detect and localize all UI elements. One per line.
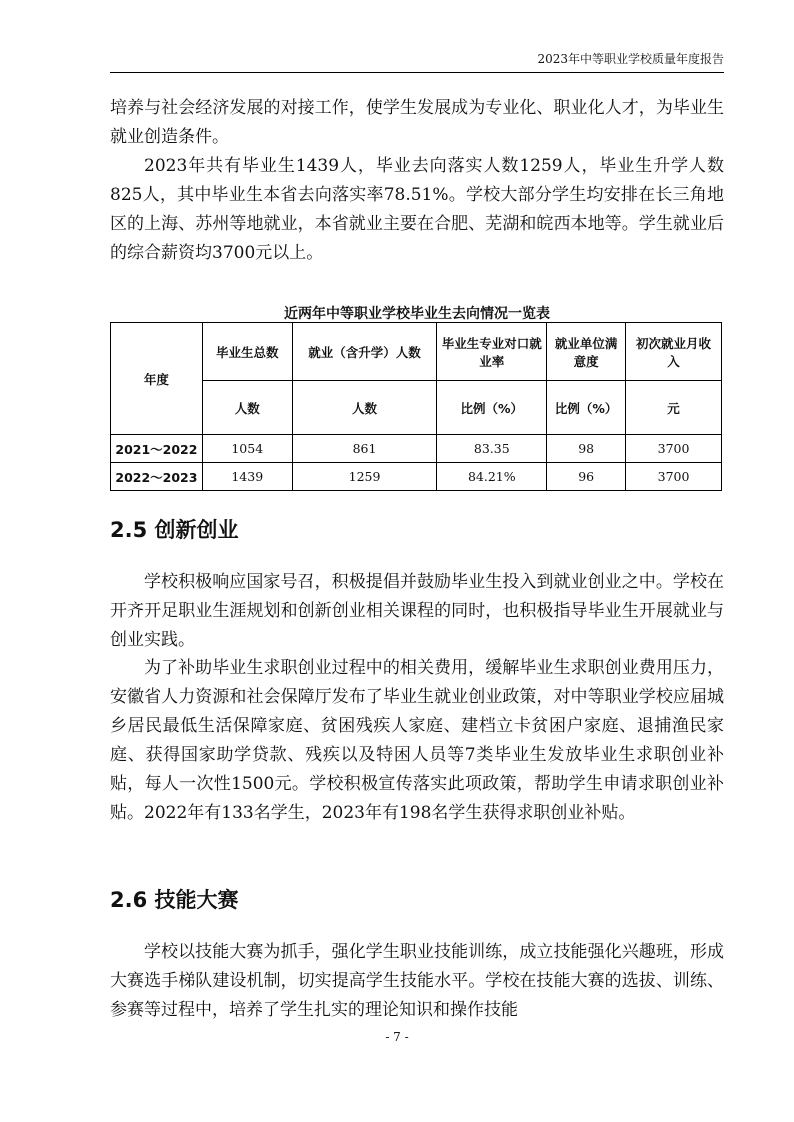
- table-header-row: [111, 323, 722, 381]
- header-monthly-income: 初次就业月收入: [626, 323, 722, 381]
- row-year: 2021～2022: [111, 435, 203, 463]
- section-heading-innovation: 2.5 创新创业: [110, 518, 239, 542]
- paragraph-skills: 学校以技能大赛为抓手，强化学生职业技能训练，成立技能强化兴趣班，形成大赛选手梯队建设机制，切实提高学生技能水平。学校在技能大赛的选拔、训练、参赛等过程中，培养了学生扎实的理论知识和操作技能: [110, 942, 724, 1020]
- table-cell: 3700: [626, 435, 722, 463]
- page-header: 2023年中等职业学校质量年度报告: [537, 52, 724, 66]
- paragraph-intro-continued: 培养与社会经济发展的对接工作，使学生发展成为专业化、职业化人才，为毕业生就业创造条件。: [110, 98, 724, 147]
- unit-cell: 比例（%）: [547, 381, 626, 435]
- table-title: 近两年中等职业学校毕业生去向情况一览表: [284, 306, 550, 322]
- section-heading-skills: 2.6 技能大赛: [110, 888, 239, 912]
- table-cell: 83.35: [437, 435, 547, 463]
- unit-cell: 元: [626, 381, 722, 435]
- unit-cell: 人数: [292, 381, 437, 435]
- header-match-rate: 毕业生专业对口就业率: [437, 323, 547, 381]
- row-year: 2022～2023: [111, 463, 203, 491]
- table-row: [111, 435, 722, 463]
- table-cell: 1259: [292, 463, 437, 491]
- table-row: [111, 463, 722, 491]
- unit-cell: 人数: [202, 381, 292, 435]
- table-units-row: [111, 381, 722, 435]
- paragraph-innovation-2: 为了补助毕业生求职创业过程中的相关费用，缓解毕业生求职创业费用压力，安徽省人力资源和社会保障厅发布了毕业生就业创业政策，对中等职业学校应届城乡居民最低生活保障家庭、贫困残疾人家庭、建档立卡贫困户家庭、退捕渔民家庭、获得国家助学贷款、残疾以及特困人员等7类毕业生发放毕业生求职创业补贴，每人一次性1500元。学校积极宣传落实此项政策，帮助学生申请求职创业补贴。2022年有133名学生，2023年有198名学生获得求职创业补贴。: [110, 658, 724, 823]
- paragraph-graduates-2023: 2023年共有毕业生1439人，毕业去向落实人数1259人，毕业生升学人数825人，其中毕业生本省去向落实率78.51%。学校大部分学生均安排在长三角地区的上海、苏州等地就业，本省就业主要在合肥、芜湖和皖西本地等。学生就业后的综合薪资均3700元以上。: [110, 156, 724, 263]
- table-cell: 1054: [202, 435, 292, 463]
- header-year: 年度: [111, 323, 203, 435]
- header-total-graduates: 毕业生总数: [202, 323, 292, 381]
- table-cell: 98: [547, 435, 626, 463]
- header-satisfaction: 就业单位满意度: [547, 323, 626, 381]
- header-employed: 就业（含升学）人数: [292, 323, 437, 381]
- unit-cell: 比例（%）: [437, 381, 547, 435]
- table-cell: 1439: [202, 463, 292, 491]
- paragraph-innovation-1: 学校积极响应国家号召，积极提倡并鼓励毕业生投入到就业创业之中。学校在开齐开足职业生涯规划和创新创业相关课程的同时，也积极指导毕业生开展就业与创业实践。: [110, 572, 724, 650]
- table-cell: 84.21%: [437, 463, 547, 491]
- table-cell: 3700: [626, 463, 722, 491]
- page-number: - 7 -: [385, 1030, 409, 1044]
- table-cell: 861: [292, 435, 437, 463]
- table-cell: 96: [547, 463, 626, 491]
- graduate-destination-table: [110, 322, 722, 491]
- header-rule: [110, 72, 724, 73]
